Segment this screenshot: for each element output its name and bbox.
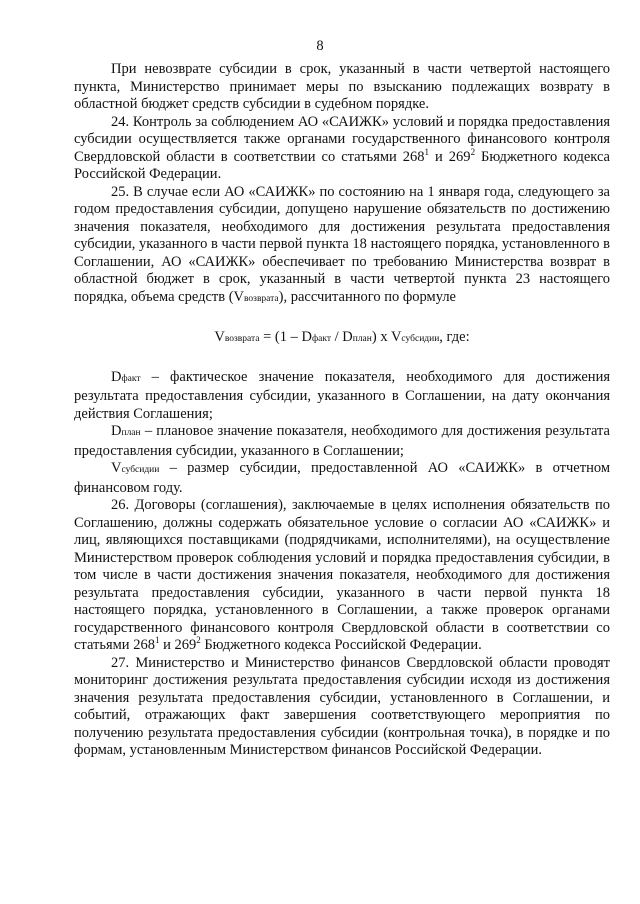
definition-symbol: D bbox=[111, 423, 122, 439]
definition-d-fact bbox=[74, 369, 610, 424]
definition-symbol: D bbox=[111, 368, 122, 385]
formula bbox=[74, 329, 610, 349]
document-body bbox=[74, 61, 610, 760]
paragraph-26-text: и 269 bbox=[159, 637, 197, 653]
paragraph-24 bbox=[74, 114, 610, 184]
subscript: возврата bbox=[224, 334, 260, 344]
subscript: возврата bbox=[244, 293, 279, 304]
paragraph-24-text: и 269 bbox=[429, 148, 471, 165]
superscript: 2 bbox=[196, 635, 201, 645]
page-number: 8 bbox=[316, 38, 324, 54]
paragraph-24-text: 24. Контроль за соблюдением АО «САИЖК» условий и порядка предоставления субсидии осуществляется также органами государственного финансового контроля Свердловской области в соответствии со статьями 268 bbox=[74, 113, 610, 165]
subscript: план bbox=[121, 428, 141, 438]
subscript: субсидии bbox=[401, 334, 440, 344]
formula-symbol: V bbox=[214, 329, 225, 345]
subscript: факт bbox=[121, 373, 141, 384]
definition-d-plan bbox=[74, 423, 610, 460]
formula-symbol: / D bbox=[330, 329, 353, 345]
definition-symbol: V bbox=[111, 460, 122, 476]
paragraph-25-text: 25. В случае если АО «САИЖК» по состоянию на 1 января года, следующего за годом предоставления субсидии, допущено нарушение обязательств по достижению значения показателя, необходимого для достижения результата предоставления субсидии, указанного в части первой пункта 18 настоящего порядка, установленного в Соглашении, АО «САИЖК» обеспечивает по требованию Министерства возврат в областной бюджет в срок, указанный в части четвертой пункта 23 настоящего порядка, объема средств (V bbox=[74, 183, 610, 305]
paragraph-25 bbox=[74, 184, 610, 309]
subscript: факт bbox=[311, 334, 331, 344]
paragraph-26 bbox=[74, 497, 610, 655]
formula-symbol: , где: bbox=[439, 329, 470, 345]
definition-text: – фактическое значение показателя, необходимого для достижения результата предоставления субсидии, указанного в Соглашении, на дату окончания действия Соглашения; bbox=[74, 368, 610, 422]
paragraph-25-text: ), рассчитанного по формуле bbox=[278, 288, 456, 305]
definition-text: – плановое значение показателя, необходимого для достижения результата предоставления субсидии, указанного в Соглашении; bbox=[74, 423, 610, 459]
definition-text: – размер субсидии, предоставленной АО «САИЖК» в отчетном финансовом году. bbox=[74, 460, 610, 496]
paragraph-26-text: 26. Договоры (соглашения), заключаемые в целях исполнения обязательств по Соглашению, должны содержать обязательное условие о согласии АО «САИЖК» и лиц, являющихся поставщиками (подрядчиками, исполнителями), на осуществление Министерством проверок соблюдения условий и порядка предоставления субсидии, в том числе в части достижения значения показателя, необходимого для достижения результата предоставления субсидии, указанного в части первой пункта 18 настоящего порядка, установленного в Соглашении, а также проверок органами государственного финансового контроля Свердловской области в соответствии со статьями 268 bbox=[74, 497, 610, 653]
superscript: 1 bbox=[424, 146, 430, 157]
superscript: 1 bbox=[154, 635, 160, 645]
paragraph-27: 27. Министерство и Министерство финансов Свердловской области проводят мониторинг достижения результата предоставления субсидии исходя из достижения значения результата предоставления субсидии, установленного в Соглашении, и событий, отражающих факт завершения соответствующего мероприятия по получению результата предоставления субсидии (контрольная точка), в порядке и по формам, установленным Министерством финансов Российской Федерации. bbox=[74, 654, 610, 758]
superscript: 2 bbox=[470, 146, 476, 157]
paragraph-subsidy-return: При невозврате субсидии в срок, указанный в части четвертой настоящего пункта, Министерство принимает меры по взысканию подлежащих возврату в областной бюджет средств субсидии в судебном порядке. bbox=[74, 61, 610, 112]
paragraph-26-text: Бюджетного кодекса Российской Федерации. bbox=[200, 637, 482, 653]
formula-symbol: = (1 – D bbox=[259, 329, 312, 345]
subscript: субсидии bbox=[121, 465, 160, 475]
definition-v-subsidy bbox=[74, 460, 610, 497]
paragraph-24-text: Бюджетного кодекса Российской Федерации. bbox=[74, 148, 610, 182]
formula-symbol: ) x V bbox=[371, 329, 402, 345]
subscript: план bbox=[352, 334, 372, 344]
